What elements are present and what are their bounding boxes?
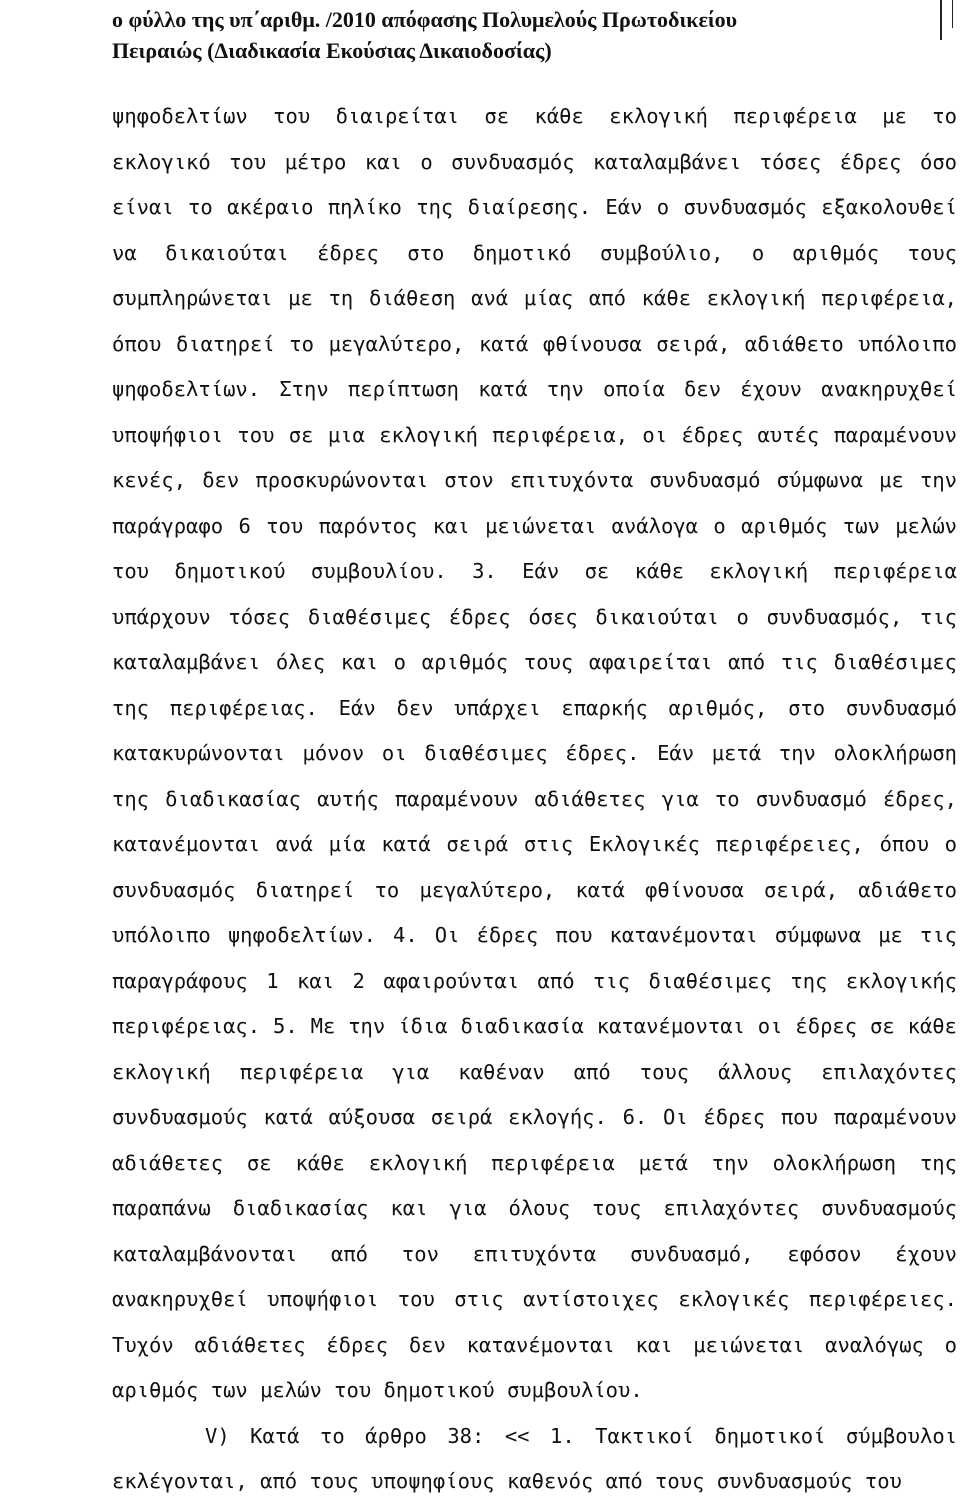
document-body xyxy=(112,94,957,1505)
header-line-2: Πειραιώς (Διαδικασία Εκούσιας Δικαιοδοσίας) xyxy=(112,38,552,63)
body-paragraph-1: ψηφοδελτίων του διαιρείται σε κάθε εκλογική περιφέρεια με το εκλογικό του μέτρο και ο συνδυασμός καταλαμβάνει τόσες έδρες όσο είναι το ακέραιο πηλίκο της διαίρεσης. Εάν ο συνδυασμός εξακολουθεί να δικαιούται έδρες στο δημοτικό συμβούλιο, ο αριθμός τους συμπληρώνεται με τη διάθεση ανά μίας από κάθε εκλογική περιφέρεια, όπου διατηρεί το μεγαλύτερο, κατά φθίνουσα σειρά, αδιάθετο υπόλοιπο ψηφοδελτίων. Στην περίπτωση κατά την οποία δεν έχουν ανακηρυχθεί υποψήφιοι του σε μια εκλογική περιφέρεια, οι έδρες αυτές παραμένουν κενές, δεν προσκυρώνονται στον επιτυχόντα συνδυασμό σύμφωνα με την παράγραφο 6 του παρόντος και μειώνεται ανάλογα ο αριθμός των μελών του δημοτικού συμβουλίου. 3. Εάν σε κάθε εκλογική περιφέρεια υπάρχουν τόσες διαθέσιμες έδρες όσες δικαιούται ο συνδυασμός, τις καταλαμβάνει όλες και ο αριθμός τους αφαιρείται από τις διαθέσιμες της περιφέρειας. Εάν δεν υπάρχει επαρκής αριθμός, στο συνδυασμό κατακυρώνονται μόνον οι διαθέσιμες έδρες. Εάν μετά την ολοκλήρωση της διαδικασίας αυτής παραμένουν αδιάθετες για το συνδυασμό έδρες, κατανέμονται ανά μία κατά σειρά στις Εκλογικές περιφέρειες, όπου ο συνδυασμός διατηρεί το μεγαλύτερο, κατά φθίνουσα σειρά, αδιάθετο υπόλοιπο ψηφοδελτίων. 4. Οι έδρες που κατανέμονται σύμφωνα με τις παραγράφους 1 και 2 αφαιρούνται από τις διαθέσιμες της εκλογικής περιφέρειας. 5. Με την ίδια διαδικασία κατανέμονται οι έδρες σε κάθε εκλογική περιφέρεια για καθέναν από τους άλλους επιλαχόντες συνδυασμούς κατά αύξουσα σειρά εκλογής. 6. Οι έδρες που παραμένουν αδιάθετες σε κάθε εκλογική περιφέρεια μετά την ολοκλήρωση της παραπάνω διαδικασίας και για όλους τους επιλαχόντες συνδυασμούς καταλαμβάνονται από τον επιτυχόντα συνδυασμό, εφόσον έχουν ανακηρυχθεί υποψήφιοι του στις αντίστοιχες εκλογικές περιφέρειες. Τυχόν αδιάθετες έδρες δεν κατανέμονται και μειώνεται αναλόγως ο αριθμός των μελών του δημοτικού συμβουλίου. xyxy=(112,104,957,1402)
header-rule-side xyxy=(952,0,953,28)
page-header xyxy=(112,4,942,66)
body-paragraph-2: V) Κατά το άρθρο 38: << 1. Τακτικοί δημοτικοί σύμβουλοι εκλέγονται, από τους υποψηφίους καθενός από τους συνδυασμούς του xyxy=(112,1423,957,1493)
header-line-1: ο φύλλο της υπ΄αριθμ. /2010 απόφασης Πολυμελούς Πρωτοδικείου xyxy=(112,7,738,32)
